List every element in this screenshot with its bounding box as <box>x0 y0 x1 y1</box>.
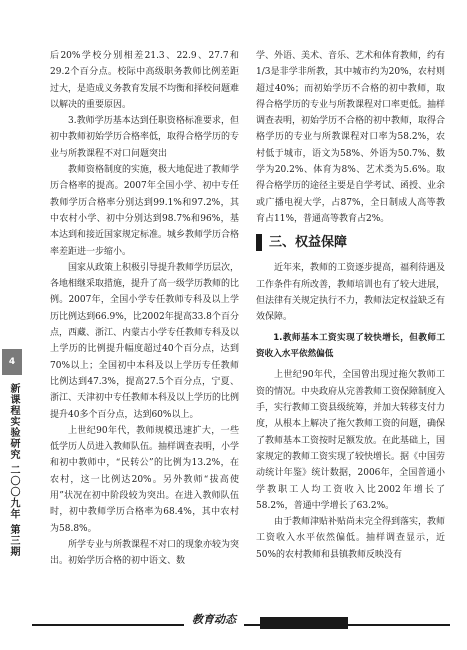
right-paragraph-4: 由于教师津贴补贴尚未完全得到落实，教师工资收入水平依然偏低。抽样调查显示，近50%的农村教师和县镇教师反映没有 <box>256 517 446 560</box>
section-marker-icon <box>256 234 262 251</box>
right-paragraph-2: 近年来，教师的工资逐步提高，福利待遇及工作条件有所改善，教师培训也有了较大进展，但法律有关规定执行不力，教师法定权益缺乏有效保障。 <box>256 263 446 323</box>
page-number: 4 <box>8 357 16 367</box>
section-title: 三、权益保障 <box>269 235 348 251</box>
page-number-tab <box>2 349 22 375</box>
left-paragraph-5: 所学专业与所教课程不对口的现象亦较为突出。初始学历合格的初中语文、数 <box>50 539 240 567</box>
right-paragraph-1: 学、外语、美术、音乐、艺术和体育教师，约有1/3是非学非所教，其中城市约为20%，农村则超过40%；而初始学历不合格的初中教师，取得合格学历的专业与所教课程对口率更低。抽样调查表明，初始学历不合格的初中教师，取得合格学历的专业与所教课程对口率为58.2%，农村低于城市，语文为58%、外语为50.7%、数学为20.2%、体育为8%、艺术类为5.6%。取得合格学历的途径主要是自学考试、函授、业余或广播电视大学，占87%，全日制成人高等教育占11%，普通高等教育占2%。 <box>256 51 446 224</box>
left-text-column <box>50 48 239 570</box>
right-text-column <box>256 48 445 563</box>
footer-section-label: 教育动态 <box>184 611 244 627</box>
journal-title-vertical: 新课程实验研究 二〇〇九年 第三期 <box>8 383 19 557</box>
left-paragraph-3: 国家从政策上积极引导提升教师学历层次，各地相继采取措施，提升了高一级学历教师的比例。2007年，全国小学专任教师专科及以上学历比例达到66.9%，比2002年提高33.8个百分点，西藏、浙江、内蒙古小学专任教师专科及以上学历的比例提升幅度超过40个百分点，达到70%以上；全国初中本科及以上学历专任教师比例达到47.3%，提高27.5个百分点，宁夏、浙江、天津初中专任教师本科及以上学历的比例提升40多个百分点，达到60%以上。 <box>50 262 240 420</box>
left-paragraph-2: 教师资格制度的实施，极大地促进了教师学历合格率的提高。2007年全国小学、初中专任教师学历合格率分别达到99.1%和97.2%，其中农村小学、初中分别达到98.7%和96%，基本达到和接近国家规定标准。城乡教师学历合格率差距进一步缩小。 <box>50 165 240 257</box>
footer-decoration-block <box>260 617 348 629</box>
left-paragraph-1: 后20%学校分别相差21.3、22.9、27.7和29.2个百分点。校际中高级职务教师比例差距过大，是造成义务教育发展不均衡和择校问题难以解决的重要原因。 <box>50 51 240 110</box>
right-paragraph-3: 上世纪90年代，全国曾出现过拖欠教师工资的情况。中央政府从完善教师工资保障制度入手，实行教师工资县级统筹，并加大转移支付力度，从根本上解决了拖欠教师工资的问题，确保了教师基本工资按时足额发放。在此基础上，国家规定的教师工资实现了较快增长。据《中国劳动统计年鉴》统计数据，2006年，全国普通小学教职工人均工资收入比2002年增长了58.2%，普通中学增长了63.2%。 <box>256 370 446 511</box>
section-heading <box>256 234 445 251</box>
right-subheading-1: 1.教师基本工资实现了较快增长，但教师工资收入水平依然偏低 <box>256 333 445 360</box>
left-subheading-3: 3.教师学历基本达到任职资格标准要求，但初中教师初始学历合格率低，取得合格学历的专业与所教课程不对口问题突出 <box>50 116 240 159</box>
left-paragraph-4: 上世纪90年代，教师规模迅速扩大，一些低学历人员进入教师队伍。抽样调查表明，小学和初中教师中，“民转公”的比例为13.2%，在农村，这一比例达20%。另外教师“拔高使用”状况在初中阶段较为突出。在进入教师队伍时，初中教师学历合格率为68.4%，其中农村为58.8%。 <box>50 425 240 534</box>
